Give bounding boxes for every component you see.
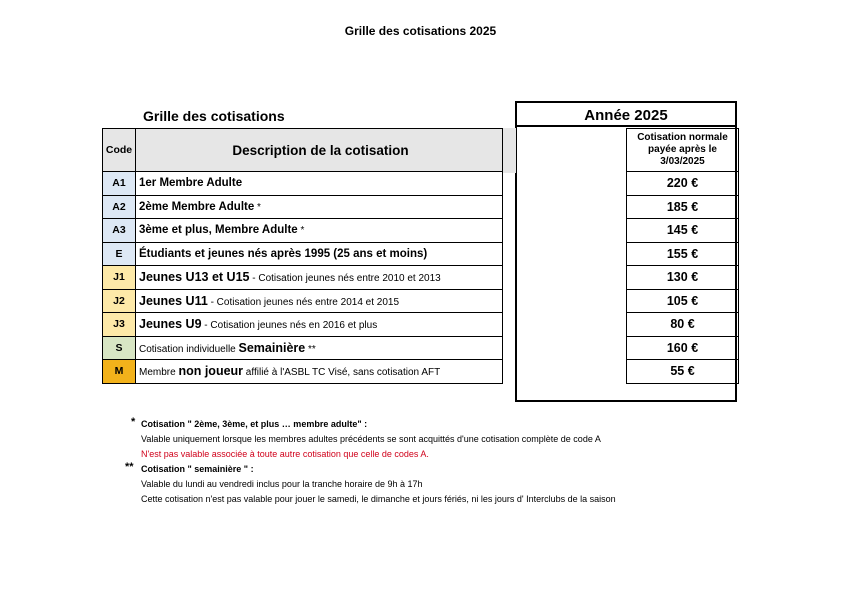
table-row: [103, 266, 503, 290]
table-row: [103, 219, 503, 243]
row-desc-rest: - Cotisation jeunes nés entre 2014 et 2015: [207, 296, 400, 308]
header-shade-strip: [503, 128, 516, 173]
description-header: Description de la cotisation: [136, 129, 503, 172]
footnote-1-marker: *: [131, 416, 136, 428]
row-description: [136, 172, 503, 196]
row-code: J1: [103, 266, 136, 290]
price-cell: 155 €: [627, 242, 739, 266]
footnote-2: [141, 462, 616, 507]
row-desc-bold: Jeunes U9: [139, 317, 202, 332]
row-desc-rest: - Cotisation jeunes nés en 2016 et plus: [201, 320, 378, 332]
row-description: [136, 242, 503, 266]
row-desc-pre: Cotisation individuelle: [139, 343, 239, 355]
table-row: [103, 289, 503, 313]
table-row: [103, 336, 503, 360]
footnote-1-title: Cotisation " 2ème, 3ème, et plus … membre adulte" :: [141, 419, 368, 429]
row-description: [136, 360, 503, 384]
price-cell: 55 €: [627, 360, 739, 384]
row-code: A2: [103, 195, 136, 219]
price-cell: 220 €: [627, 172, 739, 196]
row-desc-bold: Étudiants et jeunes nés après 1995 (25 ans et moins): [139, 247, 428, 260]
grid-subtitle: Grille des cotisations: [143, 108, 285, 124]
row-desc-bold: 1er Membre Adulte: [139, 177, 243, 190]
row-description: [136, 195, 503, 219]
footnote-1: [141, 417, 601, 462]
row-description: [136, 313, 503, 337]
row-description: [136, 219, 503, 243]
row-description: [136, 336, 503, 360]
row-code: A1: [103, 172, 136, 196]
row-desc-rest: *: [297, 225, 305, 237]
row-desc-bold: Jeunes U11: [139, 293, 208, 308]
table-row: [103, 242, 503, 266]
row-description: [136, 289, 503, 313]
row-desc-bold: Semainière: [238, 340, 306, 355]
price-header: Cotisation normale payée après le 3/03/2025: [627, 129, 739, 172]
row-desc-bold: 3ème et plus, Membre Adulte: [139, 224, 298, 237]
row-desc-pre: Membre: [139, 367, 179, 379]
row-desc-rest: affilié à l'ASBL TC Visé, sans cotisation AFT: [243, 367, 441, 379]
row-desc-bold: Jeunes U13 et U15: [139, 270, 250, 285]
row-code: M: [103, 360, 136, 384]
row-description: [136, 266, 503, 290]
row-desc-bold: 2ème Membre Adulte: [139, 200, 255, 213]
price-table: [626, 128, 739, 384]
row-desc-rest: - Cotisation jeunes nés entre 2010 et 2013: [249, 273, 441, 285]
footnote-2-marker: **: [125, 461, 134, 473]
table-header-row: [103, 129, 503, 172]
footnote-2-line-1: Valable du lundi au vendredi inclus pour la tranche horaire de 9h à 17h: [141, 479, 423, 489]
price-cell: 145 €: [627, 219, 739, 243]
price-cell: 160 €: [627, 336, 739, 360]
row-code: S: [103, 336, 136, 360]
price-header-row: [627, 129, 739, 172]
year-header: Année 2025: [515, 101, 737, 127]
price-cell: 80 €: [627, 313, 739, 337]
row-code: J3: [103, 313, 136, 337]
price-cell: 185 €: [627, 195, 739, 219]
code-header: Code: [103, 129, 136, 172]
row-code: J2: [103, 289, 136, 313]
row-code: E: [103, 242, 136, 266]
row-desc-rest: **: [305, 343, 316, 355]
table-row: [103, 313, 503, 337]
footnote-1-line-2: N'est pas valable associée à toute autre cotisation que celle de codes A.: [141, 449, 429, 459]
table-row: [103, 172, 503, 196]
price-cell: 130 €: [627, 266, 739, 290]
page-title: Grille des cotisations 2025: [344, 24, 497, 38]
price-cell: 105 €: [627, 289, 739, 313]
footnote-2-line-2: Cette cotisation n'est pas valable pour jouer le samedi, le dimanche et jours fériés, ni les jours d' Interclubs de la saison: [141, 494, 616, 504]
row-desc-rest: *: [254, 201, 261, 213]
row-desc-bold: non joueur: [178, 364, 244, 379]
table-row: [103, 195, 503, 219]
footnote-2-title: Cotisation " semainière " :: [141, 464, 254, 474]
cotisation-table: [102, 128, 503, 384]
row-code: A3: [103, 219, 136, 243]
table-row: [103, 360, 503, 384]
footnote-1-line-1: Valable uniquement lorsque les membres adultes précédents se sont acquittés d'une cotisation complète de code A: [141, 434, 601, 444]
